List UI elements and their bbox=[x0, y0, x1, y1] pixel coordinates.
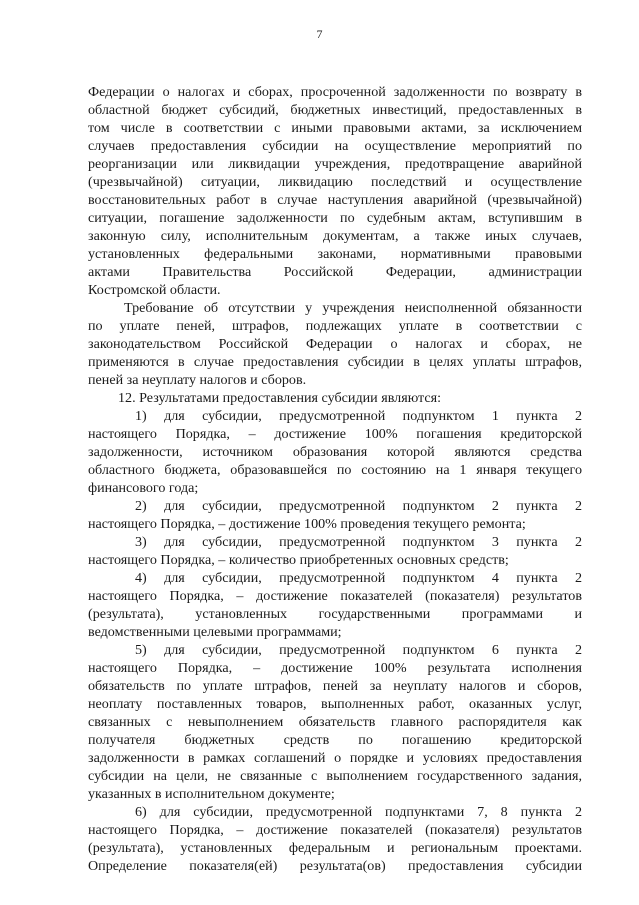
text-line: ситуации, погашение задолженности по судебным актам, вступившим в bbox=[88, 210, 582, 226]
text-line: законную силу, исполнительным документам, а также иных случаев, bbox=[88, 228, 582, 244]
text-line: актами Правительства Российской Федерации, администрации bbox=[88, 264, 582, 280]
document-body bbox=[88, 83, 582, 875]
page-number: 7 bbox=[316, 27, 323, 41]
text-line: (результата), установленных государственными программами и bbox=[88, 606, 582, 622]
text-line: 4) для субсидии, предусмотренной подпунктом 4 пункта 2 bbox=[135, 570, 582, 586]
text-line: восстановительных работ в случае наступления аварийной (чрезвычайной) bbox=[88, 192, 582, 208]
text-line: пеней за неуплату налогов и сборов. bbox=[88, 372, 307, 388]
list-item bbox=[88, 569, 582, 641]
text-line: применяются в случае предоставления субсидии в целях уплаты штрафов, bbox=[88, 354, 582, 370]
text-line: по уплате пеней, штрафов, подлежащих уплате в соответствии с bbox=[88, 318, 582, 334]
text-line: (чрезвычайной) ситуации, ликвидацию последствий и осуществление bbox=[88, 174, 582, 190]
text-line: том числе в соответствии с иными правовыми актами, за исключением bbox=[88, 120, 582, 136]
text-line: 1) для субсидии, предусмотренной подпунктом 1 пункта 2 bbox=[135, 408, 582, 424]
text-line: Костромской области. bbox=[88, 282, 221, 298]
text-line: Федерации о налогах и сборах, просроченной задолженности по возврату в bbox=[88, 84, 582, 100]
list-item bbox=[88, 533, 582, 569]
paragraph-section-12 bbox=[88, 389, 582, 407]
text-line: 6) для субсидии, предусмотренной подпунктами 7, 8 пункта 2 bbox=[135, 804, 582, 820]
text-line: Определение показателя(ей) результата(ов) предоставления субсидии bbox=[88, 858, 582, 874]
paragraph-continuation bbox=[88, 83, 582, 299]
text-line: обязательств по уплате штрафов, пеней за неуплату налогов и сборов, bbox=[88, 678, 582, 694]
text-line: задолженности в рамках соглашений о порядке и условиях предоставления bbox=[88, 750, 582, 766]
text-line: настоящего Порядка, – достижение показателей (показателя) результатов bbox=[88, 822, 582, 838]
list-item bbox=[88, 497, 582, 533]
text-line: настоящего Порядка, – количество приобретенных основных средств; bbox=[88, 552, 509, 568]
text-line: реорганизации или ликвидации учреждения, предотвращение аварийной bbox=[88, 156, 582, 172]
list-item bbox=[88, 407, 582, 497]
text-line: задолженности, источником образования которой являются средства bbox=[88, 444, 582, 460]
text-line: получателя бюджетных средств по погашению кредиторской bbox=[88, 732, 582, 748]
text-line: финансового года; bbox=[88, 480, 199, 496]
text-line: субсидии на цели, не связанные с выполнением государственного задания, bbox=[88, 768, 582, 784]
text-line: 2) для субсидии, предусмотренной подпунктом 2 пункта 2 bbox=[135, 498, 582, 514]
text-line: областного бюджета, образовавшейся по состоянию на 1 января текущего bbox=[88, 462, 582, 478]
text-line: ведомственными целевыми программами; bbox=[88, 624, 342, 640]
text-line: 3) для субсидии, предусмотренной подпунктом 3 пункта 2 bbox=[135, 534, 582, 550]
text-line: случаев предоставления субсидии на осуществление мероприятий по bbox=[88, 138, 582, 154]
text-line: 12. Результатами предоставления субсидии являются: bbox=[118, 390, 442, 406]
text-line: связанных с невыполнением обязательств главного распорядителя как bbox=[88, 714, 582, 730]
text-line: установленных федеральными законами, нормативными правовыми bbox=[88, 246, 582, 262]
text-line: настоящего Порядка, – достижение показателей (показателя) результатов bbox=[88, 588, 582, 604]
text-line: неоплату поставленных товаров, выполненных работ, оказанных услуг, bbox=[88, 696, 582, 712]
text-line: указанных в исполнительном документе; bbox=[88, 786, 335, 802]
text-line: областной бюджет субсидий, бюджетных инвестиций, предоставленных в bbox=[88, 102, 582, 118]
text-line: настоящего Порядка, – достижение 100% погашения кредиторской bbox=[88, 426, 582, 442]
text-line: настоящего Порядка, – достижение 100% проведения текущего ремонта; bbox=[88, 516, 526, 532]
paragraph-requirement bbox=[88, 299, 582, 389]
text-line: Требование об отсутствии у учреждения неисполненной обязанности bbox=[124, 300, 582, 316]
text-line: законодательством Российской Федерации о налогах и сборах, не bbox=[88, 336, 582, 352]
text-line: (результата), установленных федеральным и региональным проектами. bbox=[88, 840, 582, 856]
text-line: 5) для субсидии, предусмотренной подпунктом 6 пункта 2 bbox=[135, 642, 582, 658]
text-line: настоящего Порядка, – достижение 100% результата исполнения bbox=[88, 660, 582, 676]
list-item bbox=[88, 641, 582, 803]
list-item bbox=[88, 803, 582, 875]
